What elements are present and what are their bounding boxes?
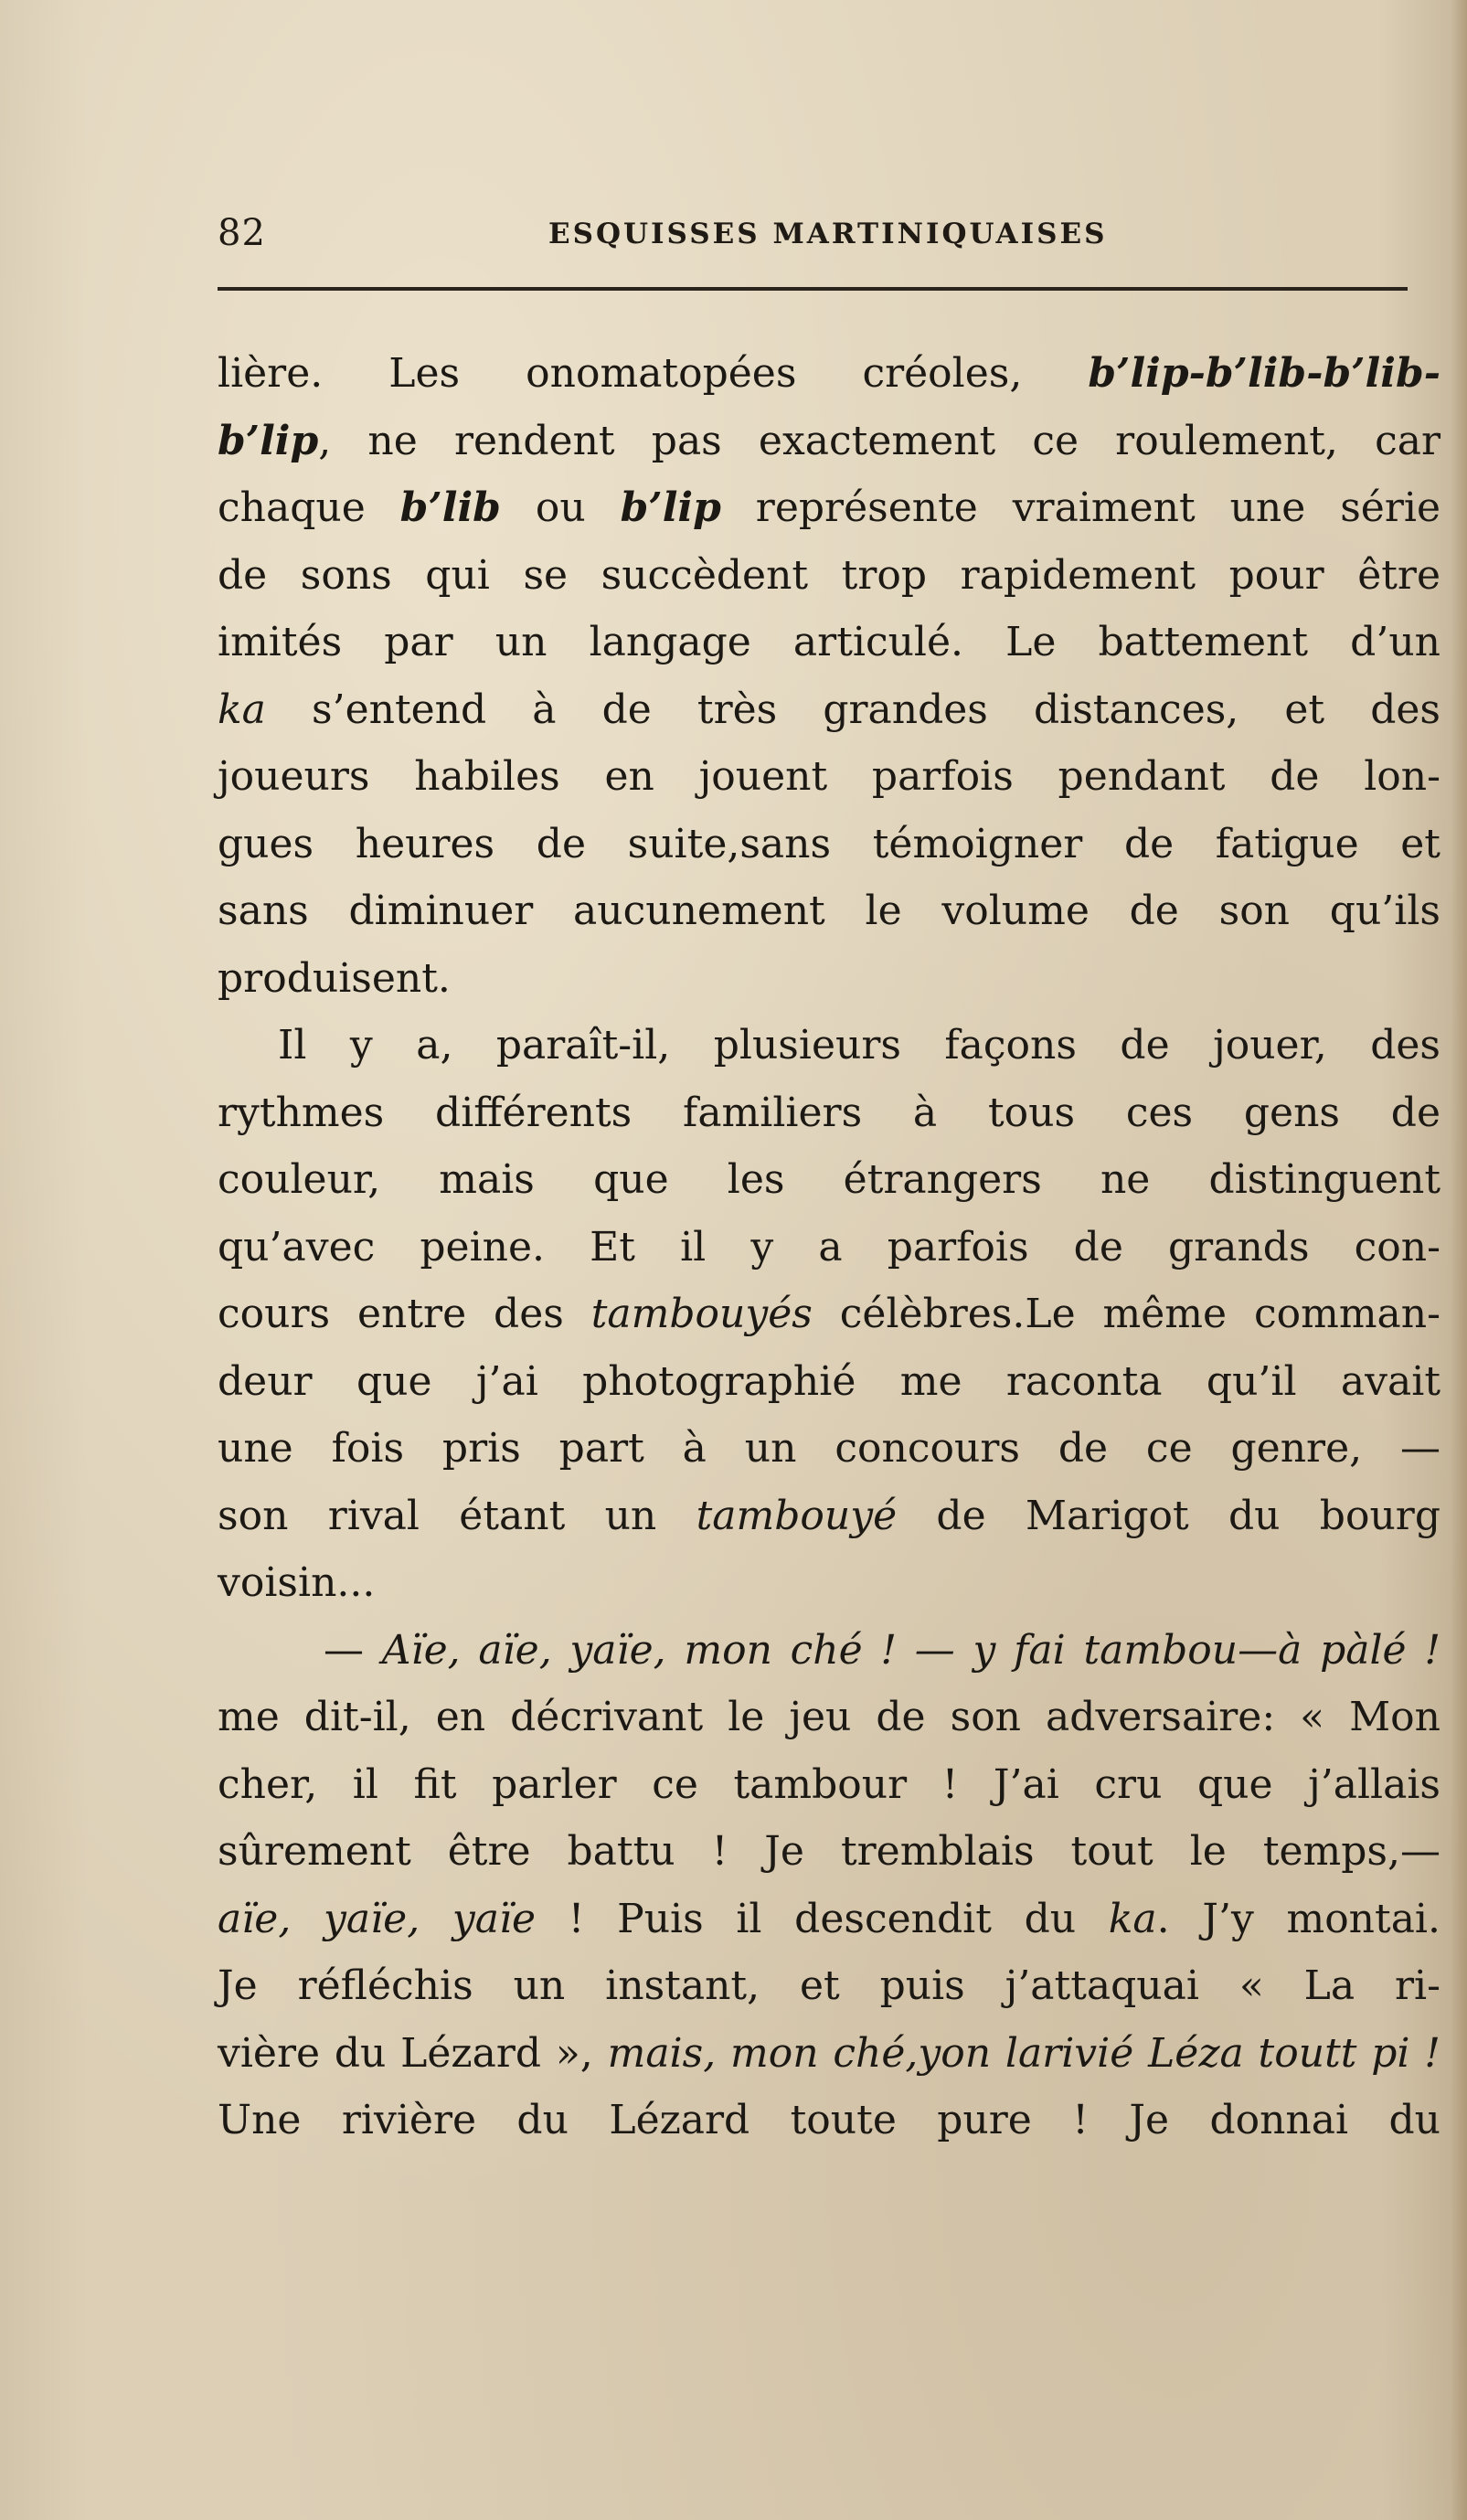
text-line	[218, 1684, 1440, 1751]
text-line	[218, 945, 1440, 1013]
text-line	[218, 1348, 1440, 1416]
text-segment: célèbres.Le même comman-	[812, 1291, 1440, 1337]
text-segment: imités par un langage articulé. Le battement d’un	[218, 619, 1440, 665]
italic-text-segment: b’lip	[218, 417, 319, 464]
text-segment: voisin...	[218, 1559, 376, 1606]
page-number: 82	[218, 212, 266, 254]
text-line	[218, 877, 1440, 945]
text-segment: de Marigot du bourg	[897, 1492, 1440, 1539]
text-line	[218, 1146, 1440, 1214]
text-line	[218, 811, 1440, 878]
text-segment: ! Puis il descendit du	[536, 1895, 1109, 1942]
text-line	[218, 408, 1440, 475]
italic-text-segment: b’lib	[399, 484, 501, 531]
italic-text-segment: tambouyés	[590, 1291, 813, 1337]
text-line	[218, 1214, 1440, 1281]
text-line	[218, 1751, 1440, 1819]
text-segment: qu’avec peine. Et il y a parfois de grands con-	[218, 1223, 1440, 1271]
text-segment: Une rivière du Lézard toute pure ! Je donnai du	[218, 2097, 1440, 2143]
text-segment: son rival étant un	[218, 1492, 696, 1539]
italic-text-segment: ka	[1108, 1895, 1157, 1942]
text-line	[218, 1079, 1440, 1147]
text-segment: . J’y montai.	[1156, 1895, 1440, 1942]
italic-text-segment: b’lip	[620, 484, 721, 531]
text-line	[218, 676, 1440, 744]
body-text	[218, 340, 1440, 2154]
text-segment: s’entend à de très grandes distances, et des	[265, 686, 1440, 733]
italic-text-segment: tambouyé	[696, 1492, 898, 1539]
text-segment: Il y a, paraît-il, plusieurs façons de jouer, des	[278, 1022, 1440, 1069]
text-segment: Je réfléchis un instant, et puis j’attaquai « La ri-	[218, 1962, 1440, 2009]
text-line	[218, 474, 1440, 542]
text-line	[218, 1617, 1440, 1685]
text-line	[218, 2020, 1440, 2088]
text-line	[218, 340, 1440, 408]
text-segment: de sons qui se succèdent trop rapidement pour être	[218, 551, 1440, 599]
italic-text-segment: ka	[218, 686, 266, 733]
header-rule	[218, 287, 1408, 291]
text-segment: ou	[500, 484, 621, 531]
text-segment: me dit-il, en décrivant le jeu de son adversaire: « Mon	[218, 1694, 1440, 1740]
text-line	[218, 1415, 1440, 1483]
text-segment: une fois pris part à un concours de ce genre, —	[218, 1425, 1440, 1472]
text-line	[218, 1012, 1440, 1079]
text-segment: chaque	[218, 484, 400, 531]
page-edge-shadow	[1451, 0, 1467, 2520]
text-line	[218, 1818, 1440, 1886]
text-segment: produisent.	[218, 954, 451, 1002]
text-segment: lière. Les onomatopées créoles,	[218, 350, 1089, 397]
text-segment: vière du Lézard »,	[218, 2029, 608, 2077]
text-segment: , ne rendent pas exactement ce roulement, car	[318, 417, 1440, 464]
text-line	[218, 1483, 1440, 1550]
text-segment: sûrement être battu ! Je tremblais tout le temps,—	[218, 1828, 1440, 1875]
text-line	[218, 1281, 1440, 1348]
text-line	[218, 1886, 1440, 1953]
text-line	[218, 743, 1440, 811]
text-line	[218, 1549, 1440, 1617]
italic-text-segment: aïe, yaïe, yaïe	[218, 1895, 537, 1942]
text-segment: sans diminuer aucunement le volume de son qu’ils	[218, 888, 1440, 934]
book-title: ESQUISSES MARTINIQUAISES	[548, 218, 1108, 250]
text-segment: représente vraiment une série	[720, 484, 1440, 531]
italic-text-segment: Aïe, aïe, yaïe, mon ché ! — y fai tambou—à pàlé !	[381, 1626, 1440, 1674]
text-segment: rythmes différents familiers à tous ces gens de	[218, 1089, 1440, 1136]
running-head	[218, 212, 1406, 267]
text-segment: deur que j’ai photographié me raconta qu’il avait	[218, 1357, 1440, 1405]
text-line	[218, 542, 1440, 610]
text-segment: couleur, mais que les étrangers ne distinguent	[218, 1156, 1440, 1203]
text-line	[218, 1952, 1440, 2020]
text-segment: cher, il fit parler ce tambour ! J’ai cru que j’allais	[218, 1760, 1440, 1808]
text-line	[218, 2087, 1440, 2154]
text-segment: cours entre des	[218, 1291, 591, 1337]
text-segment: —	[324, 1626, 382, 1674]
italic-text-segment: b’lip-b’lib-b’lib-	[1088, 350, 1440, 397]
italic-text-segment: mais, mon ché,yon larivié Léza toutt pi !	[607, 2029, 1440, 2077]
text-segment: joueurs habiles en jouent parfois pendant de lon-	[218, 753, 1440, 800]
text-line	[218, 609, 1440, 676]
text-segment: gues heures de suite,sans témoigner de fatigue et	[218, 820, 1440, 867]
